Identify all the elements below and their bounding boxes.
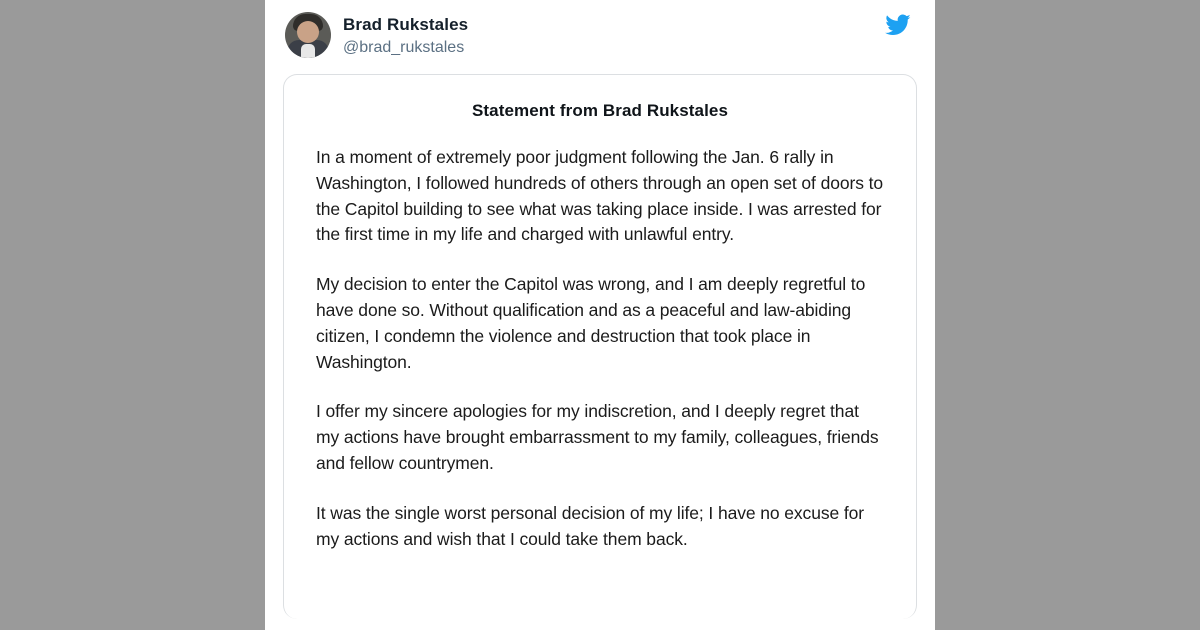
author-display-name[interactable]: Brad Rukstales (343, 15, 469, 34)
statement-paragraph: It was the single worst personal decision of my life; I have no excuse for my actions and wish that I could take them back. (316, 502, 865, 549)
tweet-header (265, 0, 935, 68)
statement-paragraph: I offer my sincere apologies for my indiscretion, and I deeply regret that my actions have brought embarrassment to my family, colleagues, friends and fellow countrymen. (316, 401, 879, 473)
avatar[interactable] (285, 12, 331, 58)
statement-title: Statement from Brad Rukstales (471, 101, 729, 120)
twitter-bird-icon[interactable] (883, 12, 913, 38)
statement-paragraph: In a moment of extremely poor judgment following the Jan. 6 rally in Washington, I followed hundreds of others through an open set of doors to the Capitol building to see what was taking place inside. I was arrested for the first time in my life and charged with unlawful entry. (316, 147, 884, 245)
statement-paragraph: My decision to enter the Capitol was wrong, and I am deeply regretful to have done so. Without qualification and as a peaceful and law-abiding citizen, I condemn the violence and destruction that took place in Washington. (316, 274, 866, 372)
author-names (343, 12, 468, 58)
tweet-card (265, 0, 935, 630)
avatar-shirt-shape (301, 44, 315, 58)
avatar-face-shape (297, 21, 319, 43)
author-handle[interactable]: @brad_rukstales (343, 39, 465, 56)
statement-card (283, 74, 917, 619)
